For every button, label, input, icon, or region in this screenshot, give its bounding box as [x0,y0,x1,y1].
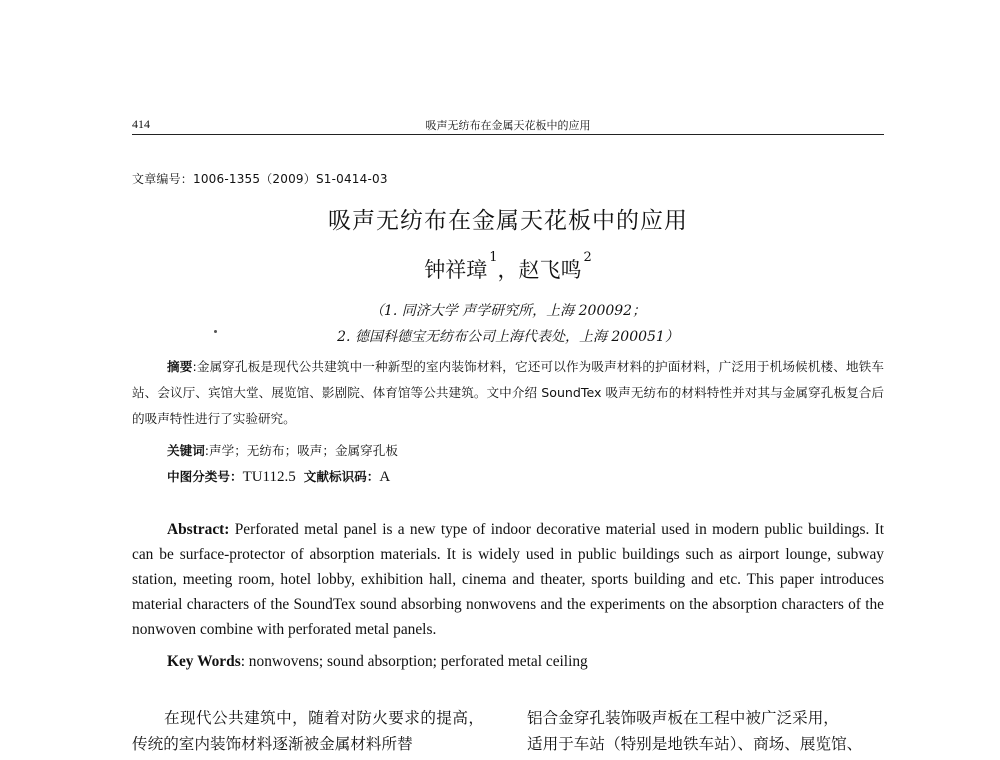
body-right-line-1: 铝合金穿孔装饰吸声板在工程中被广泛采用， [527,709,839,727]
paper-title: 吸声无纺布在金属天花板中的应用 [328,208,688,234]
abstract-en-label: Abstract: [167,521,230,538]
body-column-left: 在现代公共建筑中，随着对防火要求的提高，传统的室内装饰材料逐渐被金属材料所替 [132,709,484,753]
body-column-right [527,705,884,757]
abstract-zh-text: :金属穿孔板是现代公共建筑中一种新型的室内装饰材料，它还可以作为吸声材料的护面材料，广泛用于机场候机楼、地铁车站、会议厅、宾馆大堂、展览馆、影剧院、体育馆等公共建筑。文中介绍 SoundTex 吸声无纺布的材料特性并对其与金属穿孔板复合后的吸声特性进行了实验研究。 [132,359,885,426]
running-title: 吸声无纺布在金属天花板中的应用 [425,119,591,132]
doc-mark: A [379,469,391,485]
keywords-zh [167,440,398,459]
keywords-en [167,653,588,671]
article-number: 文章编号：1006-1355（2009）S1-0414-03 [132,172,388,186]
page-number: 414 [132,117,150,131]
abstract-zh [132,354,884,432]
clc-label: 中图分类号： [167,469,243,484]
abstract-en [132,517,884,642]
author-2-affil-mark: 2 [583,250,592,265]
affiliation-2: 2. 德国科德宝无纺布公司上海代表处，上海 200051） [337,329,679,345]
abstract-zh-label: 摘要 [167,359,193,374]
author-separator: ， [497,258,519,282]
affiliation-1: （1. 同济大学 声学研究所，上海 200092； [369,303,647,319]
author-1: 钟祥璋 [424,258,488,282]
clc-code: TU112.5 [242,469,296,485]
author-line [132,250,884,284]
abstract-en-text: Perforated metal panel is a new type of indoor decorative material used in modern public buildings. It can be surface-protector of absorption materials. It is widely used in public buildings such as airport lounge, subway station, meeting room, hotel lobby, exhibition hall, cinema and theater, sports building and etc. This paper introduces material characters of the SoundTex sound absorbing nonwovens and the experiments on the absorption characters of the nonwoven combine with perforated metal panels. [132,521,884,638]
keywords-en-text: : nonwovens; sound absorption; perforated metal ceiling [240,653,588,670]
header-rule [132,134,884,135]
body-right-line-2: 适用于车站（特别是地铁车站）、商场、展览馆、 [527,735,863,753]
classification-line [167,466,390,486]
running-header [132,113,884,135]
keywords-zh-label: 关键词 [167,443,205,458]
keywords-zh-text: :声学；无纺布；吸声；金属穿孔板 [204,443,398,458]
author-2: 赵飞鸣 [518,258,582,282]
keywords-en-label: Key Words [167,653,241,670]
doc-mark-label: 文献标识码： [303,469,380,484]
author-1-affil-mark: 1 [489,250,498,265]
